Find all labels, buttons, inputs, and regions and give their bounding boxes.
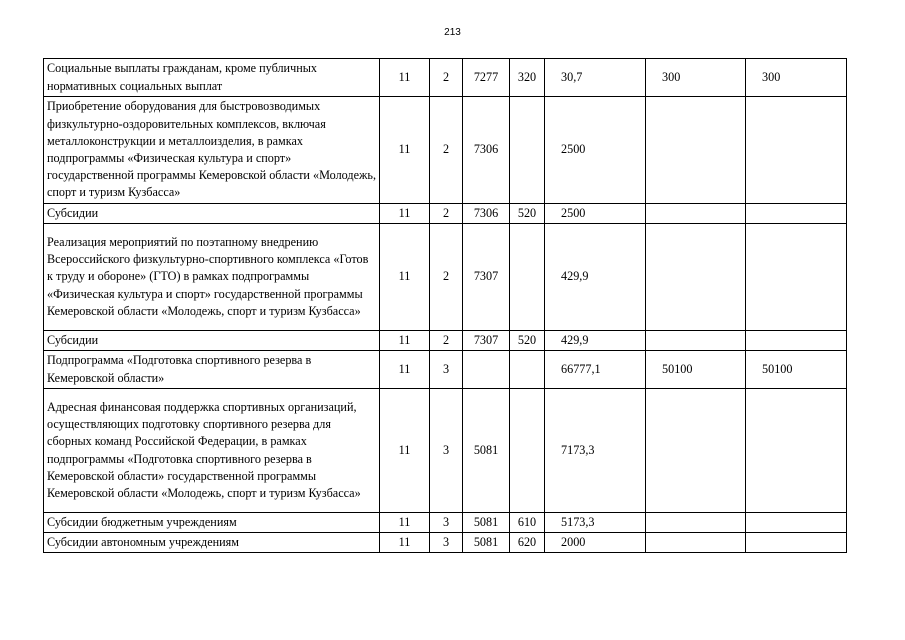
table-row (44, 204, 847, 224)
amount-year-2 (646, 513, 746, 533)
amount-year-1: 2500 (545, 204, 646, 224)
amount-year-3 (746, 204, 847, 224)
amount-year-2 (646, 224, 746, 331)
subsection-code: 3 (430, 533, 463, 553)
target-article-code: 7306 (463, 97, 510, 204)
amount-year-1: 2000 (545, 533, 646, 553)
table-row (44, 351, 847, 389)
section-code: 11 (380, 59, 430, 97)
target-article-code: 5081 (463, 389, 510, 513)
section-code: 11 (380, 351, 430, 389)
amount-year-2 (646, 389, 746, 513)
amount-year-2 (646, 97, 746, 204)
table-row (44, 224, 847, 331)
section-code: 11 (380, 513, 430, 533)
expense-type-code: 610 (510, 513, 545, 533)
expense-type-code: 620 (510, 533, 545, 553)
section-code: 11 (380, 224, 430, 331)
amount-year-2: 300 (646, 59, 746, 97)
row-name: Реализация мероприятий по поэтапному внедрению Всероссийского физкультурно-спортивного комплекса «Готов к труду и обороне» (ГТО) в рамках подпрограммы «Физическая культура и спорт» государственной программы Кемеровской области «Молодежь, спорт и туризм Кузбасса» (44, 224, 380, 331)
row-name: Субсидии автономным учреждениям (44, 533, 380, 553)
amount-year-2 (646, 204, 746, 224)
section-code: 11 (380, 331, 430, 351)
subsection-code: 2 (430, 204, 463, 224)
amount-year-3 (746, 331, 847, 351)
row-name: Субсидии бюджетным учреждениям (44, 513, 380, 533)
amount-year-1: 66777,1 (545, 351, 646, 389)
amount-year-3 (746, 224, 847, 331)
amount-year-3 (746, 97, 847, 204)
expense-type-code: 320 (510, 59, 545, 97)
amount-year-1: 5173,3 (545, 513, 646, 533)
amount-year-3: 300 (746, 59, 847, 97)
row-name: Субсидии (44, 331, 380, 351)
amount-year-3 (746, 389, 847, 513)
table-row (44, 97, 847, 204)
target-article-code: 5081 (463, 513, 510, 533)
amount-year-3 (746, 513, 847, 533)
expense-type-code: 520 (510, 331, 545, 351)
row-name: Приобретение оборудования для быстровозводимых физкультурно-оздоровительных комплексов, включая металлоконструкции и металлоизделия, в рамках подпрограммы «Физическая культура и спорт» государственной программы Кемеровской области «Молодежь, спорт и туризм Кузбасса» (44, 97, 380, 204)
subsection-code: 2 (430, 224, 463, 331)
target-article-code: 7307 (463, 224, 510, 331)
target-article-code: 5081 (463, 533, 510, 553)
budget-table (43, 58, 847, 553)
amount-year-1: 30,7 (545, 59, 646, 97)
section-code: 11 (380, 97, 430, 204)
table-row (44, 533, 847, 553)
target-article-code: 7277 (463, 59, 510, 97)
row-name: Подпрограмма «Подготовка спортивного резерва в Кемеровской области» (44, 351, 380, 389)
table-row (44, 59, 847, 97)
table-row (44, 513, 847, 533)
amount-year-2 (646, 533, 746, 553)
amount-year-1: 7173,3 (545, 389, 646, 513)
row-name: Адресная финансовая поддержка спортивных организаций, осуществляющих подготовку спортивного резерва для сборных команд Российской Федерации, в рамках подпрограммы «Подготовка спортивного резерва в Кемеровской области» государственной программы Кемеровской области «Молодежь, спорт и туризм Кузбасса» (44, 389, 380, 513)
row-name: Субсидии (44, 204, 380, 224)
subsection-code: 2 (430, 331, 463, 351)
table-row (44, 389, 847, 513)
subsection-code: 3 (430, 389, 463, 513)
expense-type-code (510, 351, 545, 389)
section-code: 11 (380, 533, 430, 553)
amount-year-1: 429,9 (545, 224, 646, 331)
amount-year-2: 50100 (646, 351, 746, 389)
subsection-code: 2 (430, 97, 463, 204)
expense-type-code: 520 (510, 204, 545, 224)
amount-year-1: 2500 (545, 97, 646, 204)
amount-year-2 (646, 331, 746, 351)
amount-year-3: 50100 (746, 351, 847, 389)
amount-year-1: 429,9 (545, 331, 646, 351)
expense-type-code (510, 224, 545, 331)
subsection-code: 2 (430, 59, 463, 97)
page-number: 213 (444, 27, 461, 38)
section-code: 11 (380, 389, 430, 513)
table-row (44, 331, 847, 351)
expense-type-code (510, 97, 545, 204)
target-article-code (463, 351, 510, 389)
subsection-code: 3 (430, 513, 463, 533)
amount-year-3 (746, 533, 847, 553)
section-code: 11 (380, 204, 430, 224)
target-article-code: 7306 (463, 204, 510, 224)
row-name: Социальные выплаты гражданам, кроме публичных нормативных социальных выплат (44, 59, 380, 97)
target-article-code: 7307 (463, 331, 510, 351)
subsection-code: 3 (430, 351, 463, 389)
expense-type-code (510, 389, 545, 513)
